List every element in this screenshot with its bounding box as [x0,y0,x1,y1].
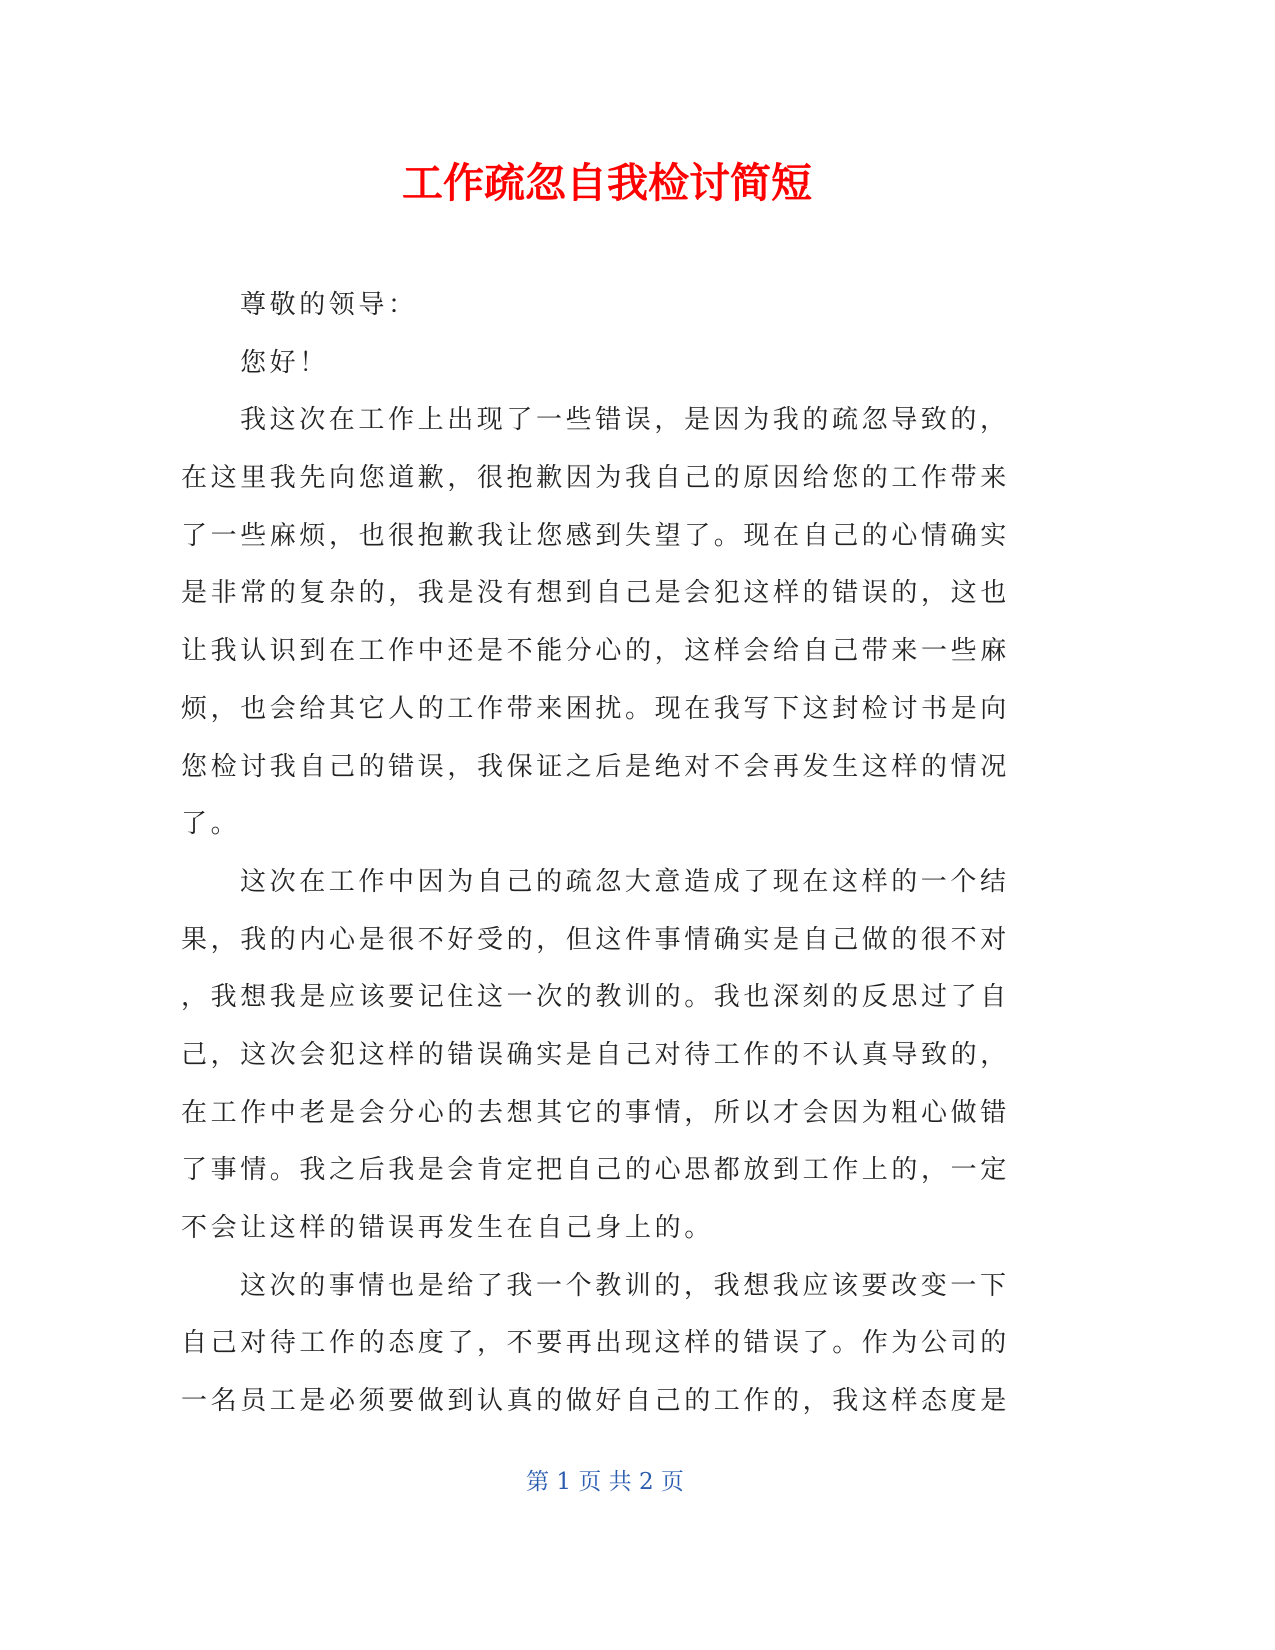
text-line: 了一些麻烦，也很抱歉我让您感到失望了。现在自己的心情确实 [181,520,1010,551]
text-line: 在工作中老是会分心的去想其它的事情，所以才会因为粗心做错 [181,1097,1010,1128]
text-line: 这次在工作中因为自己的疏忽大意造成了现在这样的一个结 [240,866,1010,897]
text-line: 烦，也会给其它人的工作带来困扰。现在我写下这封检讨书是向 [181,693,1010,724]
text-line: 果，我的内心是很不好受的，但这件事情确实是自己做的很不对 [181,924,1010,955]
text-line: ，我想我是应该要记住这一次的教训的。我也深刻的反思过了自 [181,982,1010,1013]
greeting: 您好！ [240,347,329,378]
page-number-footer: 第 1 页 共 2 页 [526,1469,684,1495]
document-title: 工作疏忽自我检讨简短 [402,159,812,207]
text-line: 我这次在工作上出现了一些错误，是因为我的疏忽导致的， [240,405,1010,436]
text-line: 在这里我先向您道歉，很抱歉因为我自己的原因给您的工作带来 [181,463,1010,494]
text-line: 是非常的复杂的，我是没有想到自己是会犯这样的错误的，这也 [181,578,1010,609]
paragraph-3 [181,1258,1041,1431]
document-body [181,277,1041,1431]
text-line: 了事情。我之后我是会肯定把自己的心思都放到工作上的，一定 [181,1155,1010,1186]
text-line: 己，这次会犯这样的错误确实是自己对待工作的不认真导致的， [181,1039,1010,1070]
text-line: 自己对待工作的态度了，不要再出现这样的错误了。作为公司的 [181,1328,1010,1359]
text-line: 您检讨我自己的错误，我保证之后是绝对不会再发生这样的情况 [181,751,1010,782]
salutation: 尊敬的领导： [240,290,418,320]
text-line: 这次的事情也是给了我一个教训的，我想我应该要改变一下 [240,1270,1010,1301]
paragraph-1 [181,392,1041,854]
text-line: 让我认识到在工作中还是不能分心的，这样会给自己带来一些麻 [181,636,1010,667]
paragraph-2 [181,854,1041,1258]
text-line: 不会让这样的错误再发生在自己身上的。 [181,1213,714,1243]
text-line: 了。 [181,809,241,840]
text-line: 一名员工是必须要做到认真的做好自己的工作的，我这样态度是 [181,1386,1010,1417]
